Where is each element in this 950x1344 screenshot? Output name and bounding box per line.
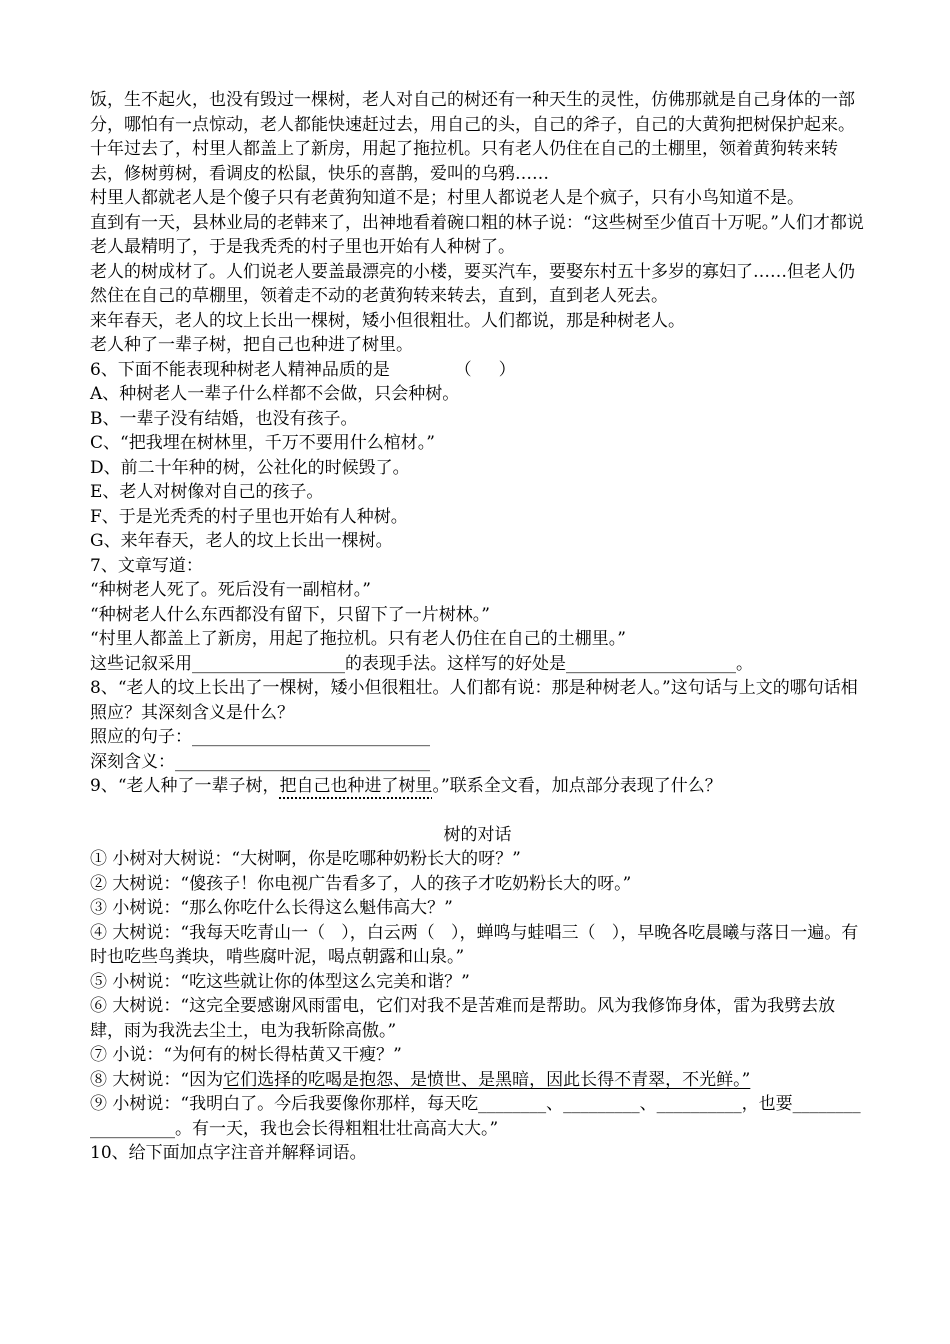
dotted-phrase: 把自己也种进了树里 bbox=[279, 776, 433, 796]
question-9 bbox=[90, 774, 865, 799]
option-c: C、“把我埋在树林里，千万不要用什么棺材。” bbox=[90, 433, 435, 453]
story-paragraph: 老人种了一辈子树，把自己也种进了树里。 bbox=[90, 335, 413, 355]
option-d: D、前二十年种的树，公社化的时候毁了。 bbox=[90, 457, 410, 478]
question-stem: 6、下面不能表现种树老人精神品质的是 （ ） bbox=[90, 359, 516, 380]
option-b: B、一辈子没有结婚，也没有孩子。 bbox=[90, 408, 358, 429]
dialogue-line: ④ 大树说：“我每天吃青山一（ ），白云两（ ），蝉鸣与蛙唱三（ ），早晚各吃晨曦与落日一遍。有时也吃些鸟粪块，啃些腐叶泥，喝点朝露和山泉。” bbox=[90, 922, 859, 967]
dialogue-line: ② 大树说：“傻孩子！你电视广告看多了，人的孩子才吃奶粉长大的呀。” bbox=[90, 873, 632, 894]
story-paragraph: 村里人都就老人是个傻子只有老黄狗知道不是；村里人都说老人是个疯子，只有小鸟知道不是。 bbox=[90, 188, 804, 208]
dialogue-line: ③ 小树说：“那么你吃什么长得这么魁伟高大？” bbox=[90, 898, 453, 918]
dialogue-line: ⑥ 大树说：“这完全要感谢风雨雷电，它们对我不是苦难而是帮助。风为我修饰身体，雷为我劈去放肆，雨为我洗去尘土，电为我斩除高傲。” bbox=[90, 996, 836, 1041]
dialogue-line: ① 小树对大树说：“大树啊，你是吃哪种奶粉长大的呀？” bbox=[90, 849, 521, 869]
document-page bbox=[90, 88, 865, 1166]
story-text bbox=[90, 88, 865, 358]
question-9-before: 9、“老人种了一辈子树， bbox=[90, 776, 280, 796]
dialogue-line-8-before: ⑧ 大树说：“因为 bbox=[90, 1069, 224, 1090]
question-9-after: 。”联系全文看，加点部分表现了什么？ bbox=[432, 776, 722, 796]
option-f: F、于是光秃秃的村子里也开始有人种树。 bbox=[90, 506, 408, 527]
story-paragraph: 饭，生不起火，也没有毁过一棵树，老人对自己的树还有一种天生的灵性，仿佛那就是自己身体的一部分，哪怕有一点惊动，老人都能快速赶过去，用自己的头，自己的斧子，自己的大黄狗把树保护起来。 bbox=[90, 90, 855, 135]
dialogue-line-9: ⑨ 小树说：“我明白了。今后我要像你那样，每天吃________、_________、__________，也要__________________。有一天，我也会长得粗粗壮壮高高大大。” bbox=[90, 1094, 861, 1139]
meaning-blank: 深刻含义：______________________________ bbox=[90, 751, 430, 772]
underlined-sentence: 它们选择的吃喝是抱怨、是愤世、是黑暗，因此长得不青翠，不光鲜。” bbox=[223, 1069, 751, 1090]
option-g: G、来年春天，老人的坟上长出一棵树。 bbox=[90, 531, 393, 551]
story-paragraph: 直到有一天，县林业局的老韩来了，出神地看着碗口粗的林子说：“这些树至少值百十万呢。”人们才都说老人最精明了，于是我秃秃的村子里也开始有人种树了。 bbox=[90, 212, 864, 257]
question-stem: 7、文章写道： bbox=[90, 555, 203, 576]
question-7 bbox=[90, 554, 865, 677]
dialogue-line-8 bbox=[90, 1068, 865, 1093]
dialogue-line: ⑤ 小树说：“吃这些就让你的体型这么完美和谐？” bbox=[90, 971, 470, 992]
story-paragraph: 来年春天，老人的坟上长出一棵树，矮小但很粗壮。人们都说，那是种树老人。 bbox=[90, 310, 685, 331]
quote-line: “种树老人什么东西都没有留下，只留下了一片树林。” bbox=[90, 604, 490, 625]
question-10: 10、给下面加点字注音并解释词语。 bbox=[90, 1143, 367, 1163]
story-paragraph: 十年过去了，村里人都盖上了新房，用起了拖拉机。只有老人仍住在自己的土棚里，领着黄狗转来转去，修树剪树，看调皮的松鼠，快乐的喜鹊，爱叫的乌鸦…… bbox=[90, 139, 838, 184]
quote-line: “村里人都盖上了新房，用起了拖拉机。只有老人仍住在自己的土棚里。” bbox=[90, 629, 626, 649]
option-a: A、种树老人一辈子什么样都不会做，只会种树。 bbox=[90, 384, 460, 404]
answer-blank-line: 这些记叙采用__________________的表现手法。这样写的好处是____________________。 bbox=[90, 653, 753, 674]
echo-sentence-blank: 照应的句子：____________________________ bbox=[90, 727, 430, 747]
option-e: E、老人对树像对自己的孩子。 bbox=[90, 482, 324, 502]
question-6 bbox=[90, 358, 865, 554]
dialogue-text bbox=[90, 847, 865, 1141]
quote-line: “种树老人死了。死后没有一副棺材。” bbox=[90, 580, 371, 600]
question-stem: 8、“老人的坟上长出了一棵树，矮小但很粗壮。人们都有说：那是种树老人。”这句话与上文的哪句话相照应？其深刻含义是什么？ bbox=[90, 678, 858, 723]
question-8 bbox=[90, 676, 865, 774]
dialogue-title: 树的对话 bbox=[443, 824, 512, 845]
story-paragraph: 老人的树成材了。人们说老人要盖最漂亮的小楼，要买汽车，要娶东村五十多岁的寡妇了……但老人仍然住在自己的草棚里，领着走不动的老黄狗转来转去，直到，直到老人死去。 bbox=[90, 261, 855, 306]
dialogue-line: ⑦ 小说：“为何有的树长得枯黄又干瘦？” bbox=[90, 1045, 402, 1065]
